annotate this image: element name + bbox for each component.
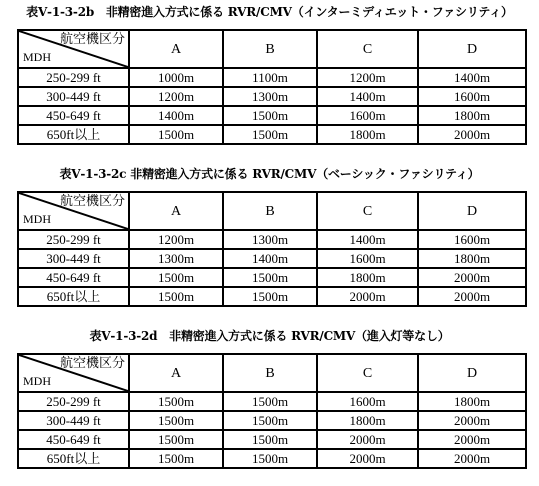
value-cell: 2000m [317,449,418,468]
column-header-c: C [317,30,418,68]
mdh-cell: 250-299 ft [18,230,129,249]
value-cell: 2000m [317,430,418,449]
table-c-caption: 表Ⅴ-1-3-2c 非精密進入方式に係る RVR/CMV（ベーシック・ファシリティ） [59,167,480,181]
value-cell: 1500m [129,392,223,411]
column-header-b: B [223,354,317,392]
value-cell: 1500m [129,268,223,287]
column-header-d: D [418,30,526,68]
value-cell: 2000m [418,125,526,144]
mdh-cell: 300-449 ft [18,249,129,268]
value-cell: 1600m [418,230,526,249]
value-cell: 1500m [223,106,317,125]
rvr-table-d [17,353,527,469]
aircraft-category-label: 航空機区分 [59,32,125,47]
value-cell: 1300m [223,87,317,106]
value-cell: 1600m [418,87,526,106]
mdh-cell: 650ft以上 [18,125,129,144]
value-cell: 1300m [129,249,223,268]
value-cell: 1500m [129,411,223,430]
value-cell: 1200m [129,230,223,249]
table-row [18,268,526,287]
header-row [18,30,526,68]
table-row [18,392,526,411]
value-cell: 1400m [129,106,223,125]
mdh-cell: 250-299 ft [18,68,129,87]
value-cell: 2000m [418,411,526,430]
value-cell: 1100m [223,68,317,87]
value-cell: 1500m [223,449,317,468]
value-cell: 1800m [418,392,526,411]
aircraft-category-label: 航空機区分 [59,356,125,371]
column-header-b: B [223,192,317,230]
column-header-c: C [317,192,418,230]
value-cell: 1400m [317,230,418,249]
value-cell: 2000m [418,430,526,449]
value-cell: 1800m [418,106,526,125]
value-cell: 1300m [223,230,317,249]
value-cell: 1500m [223,125,317,144]
value-cell: 1500m [129,287,223,306]
value-cell: 1200m [317,68,418,87]
value-cell: 2000m [418,268,526,287]
value-cell: 2000m [317,287,418,306]
header-row [18,192,526,230]
table-row [18,287,526,306]
table-row [18,411,526,430]
table-row [18,449,526,468]
value-cell: 1600m [317,249,418,268]
table-b-caption: 表Ⅴ-1-3-2b 非精密進入方式に係る RVR/CMV（インターミディエット・ファシリティ） [26,5,513,19]
mdh-cell: 300-449 ft [18,411,129,430]
column-header-a: A [129,192,223,230]
mdh-cell: 300-449 ft [18,87,129,106]
mdh-cell: 450-649 ft [18,268,129,287]
table-d-caption: 表Ⅴ-1-3-2d 非精密進入方式に係る RVR/CMV（進入灯等なし） [89,329,450,343]
mdh-cell: 450-649 ft [18,430,129,449]
column-header-d: D [418,192,526,230]
value-cell: 1800m [317,125,418,144]
value-cell: 1600m [317,106,418,125]
table-row [18,125,526,144]
table-row [18,430,526,449]
value-cell: 1400m [223,249,317,268]
column-header-a: A [129,354,223,392]
mdh-cell: 650ft以上 [18,287,129,306]
mdh-label: MDH [23,212,52,226]
value-cell: 1800m [317,411,418,430]
value-cell: 2000m [418,287,526,306]
value-cell: 2000m [418,449,526,468]
value-cell: 1500m [223,268,317,287]
value-cell: 1800m [418,249,526,268]
column-header-a: A [129,30,223,68]
mdh-label: MDH [23,374,52,388]
mdh-cell: 450-649 ft [18,106,129,125]
column-header-d: D [418,354,526,392]
table-row [18,230,526,249]
rvr-table-b [17,29,527,145]
header-row [18,354,526,392]
aircraft-category-label: 航空機区分 [59,194,125,209]
rvr-table-c [17,191,527,307]
mdh-cell: 650ft以上 [18,449,129,468]
value-cell: 1500m [223,411,317,430]
value-cell: 1500m [223,287,317,306]
corner-header [18,192,129,230]
value-cell: 1500m [223,430,317,449]
column-header-b: B [223,30,317,68]
value-cell: 1400m [317,87,418,106]
table-row [18,106,526,125]
mdh-label: MDH [23,50,52,64]
value-cell: 1800m [317,268,418,287]
value-cell: 1400m [418,68,526,87]
value-cell: 1600m [317,392,418,411]
table-row [18,249,526,268]
corner-header [18,354,129,392]
value-cell: 1000m [129,68,223,87]
value-cell: 1500m [129,449,223,468]
column-header-c: C [317,354,418,392]
value-cell: 1500m [129,430,223,449]
table-row [18,87,526,106]
value-cell: 1500m [129,125,223,144]
corner-header [18,30,129,68]
mdh-cell: 250-299 ft [18,392,129,411]
value-cell: 1500m [223,392,317,411]
table-row [18,68,526,87]
value-cell: 1200m [129,87,223,106]
